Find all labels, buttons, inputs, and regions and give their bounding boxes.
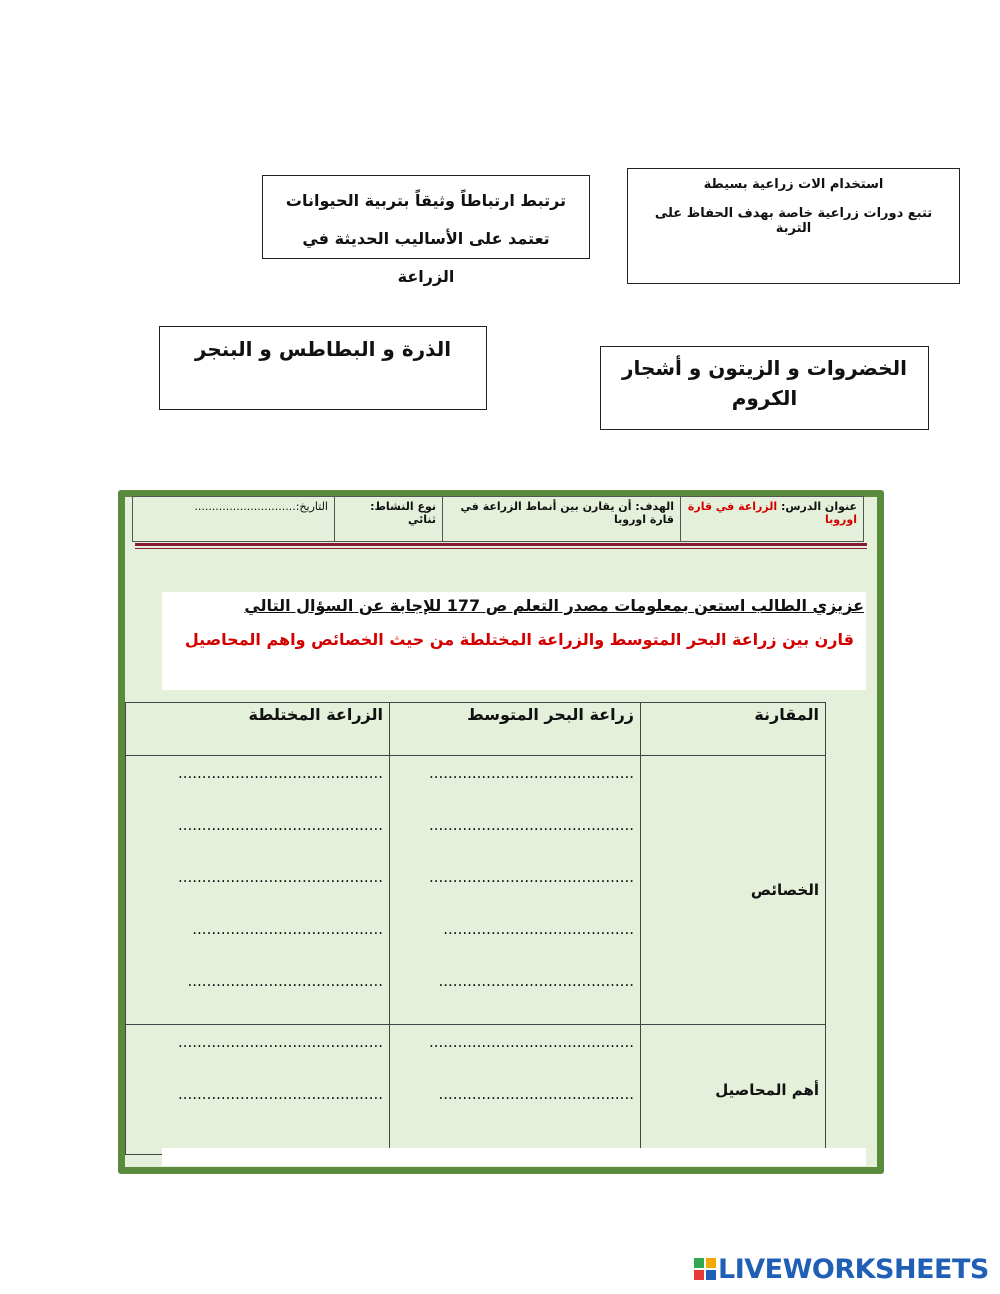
answer-cell[interactable] <box>126 756 390 1025</box>
answer-box-line: تتبع دورات زراعية خاصة بهدف الحفاظ على التربة <box>654 206 933 236</box>
answer-line[interactable]: ......................................... <box>187 972 383 990</box>
header-mixed: الزراعة المختلطة <box>126 703 390 756</box>
date-cell: التاريخ:............................. <box>133 497 335 542</box>
answer-box-vegetables-olives[interactable] <box>600 346 929 430</box>
answer-box-line: استخدام الات زراعية بسيطة <box>703 177 884 192</box>
answer-box-line: تعتمد على الأساليب الحديثة في الزراعة <box>302 229 550 286</box>
brand-name: LIVEWORKSHEETS <box>718 1254 989 1285</box>
answer-box-line: الذرة و البطاطس و البنجر <box>194 337 452 361</box>
answer-cell[interactable] <box>390 756 641 1025</box>
answer-line[interactable]: ........................................... <box>177 764 383 782</box>
answer-line[interactable]: ........................................ <box>192 920 383 938</box>
answer-line[interactable]: ........................................... <box>428 868 634 886</box>
answer-line[interactable]: ........................................... <box>428 764 634 782</box>
question-text: قارن بين زراعة البحر المتوسط والزراعة المختلطة من حيث الخصائص واهم المحاصيل <box>184 630 854 649</box>
answer-line[interactable]: ........................................... <box>428 1033 634 1051</box>
liveworksheets-brand <box>694 1254 994 1286</box>
answer-box-animal-husbandry[interactable] <box>262 175 590 286</box>
answer-line[interactable]: ......................................... <box>438 972 634 990</box>
answer-line[interactable]: ......................................... <box>438 1085 634 1103</box>
answer-line[interactable]: ........................................ <box>443 920 634 938</box>
lesson-title-cell <box>681 497 864 542</box>
header-comparison: المقارنة <box>641 703 826 756</box>
question-panel <box>162 592 866 690</box>
header-divider <box>135 543 867 546</box>
lesson-label: عنوان الدرس: <box>777 500 857 513</box>
answer-line[interactable]: ........................................... <box>177 816 383 834</box>
answer-line[interactable]: ........................................... <box>428 816 634 834</box>
header-mediterranean: زراعة البحر المتوسط <box>390 703 641 756</box>
answer-box-corn-potatoes[interactable] <box>159 326 487 410</box>
answer-box-line: الخضروات و الزيتون و أشجار الكروم <box>621 356 908 410</box>
instruction-text: عزيزي الطالب استعن بمعلومات مصدر التعلم ص 177 للإجابة عن السؤال التالي <box>244 596 864 615</box>
liveworksheets-logo-icon <box>694 1258 716 1280</box>
answer-box-line: ترتبط ارتباطاً وثيقاً بتربية الحيوانات <box>285 191 567 210</box>
activity-type-cell: نوع النشاط: ثنائي <box>335 497 443 542</box>
header-divider <box>135 548 867 549</box>
answer-cell[interactable] <box>390 1025 641 1155</box>
answer-box-simple-tools[interactable] <box>627 168 960 284</box>
row-label-characteristics: الخصائص <box>641 756 826 1025</box>
answer-line[interactable]: ........................................... <box>177 1033 383 1051</box>
lesson-header <box>132 496 864 542</box>
row-label-main-crops: أهم المحاصيل <box>641 1025 826 1155</box>
goal-cell: الهدف: أن يقارن بين أنماط الزراعة في قارة اوروبا <box>443 497 681 542</box>
answer-cell[interactable] <box>126 1025 390 1155</box>
comparison-table <box>125 702 826 1155</box>
lesson-title: الزراعة في قارة اوروبا <box>687 500 857 526</box>
panel-bottom-strip <box>162 1148 866 1166</box>
answer-line[interactable]: ........................................... <box>177 868 383 886</box>
answer-line[interactable]: ........................................... <box>177 1085 383 1103</box>
